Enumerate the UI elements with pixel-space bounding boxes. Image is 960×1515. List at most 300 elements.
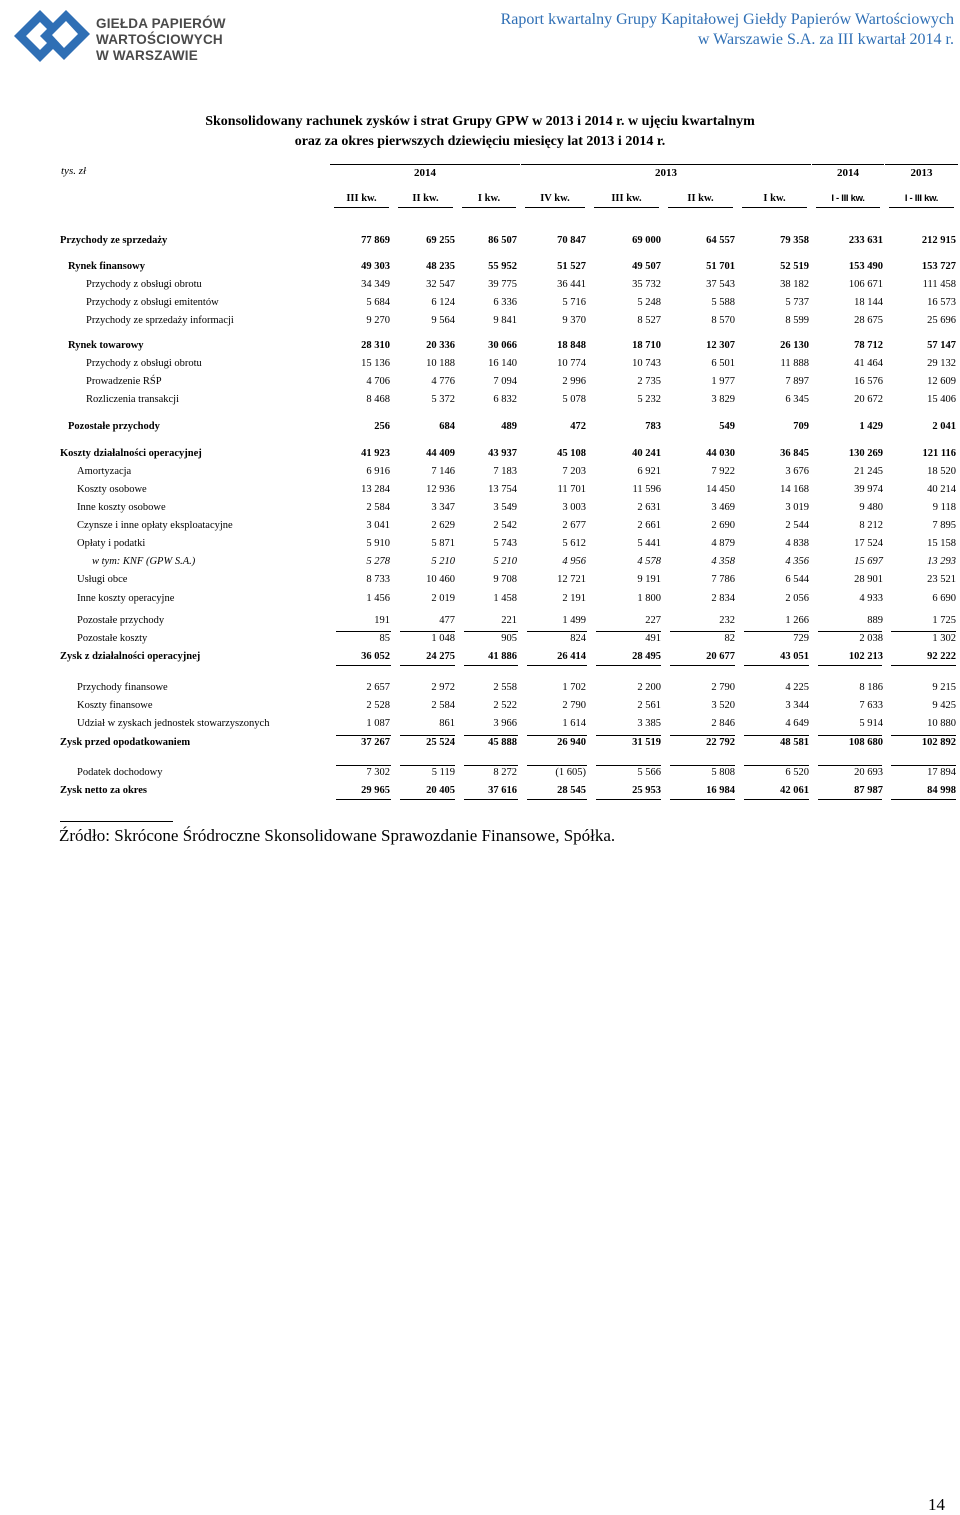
table-cell: 5 566 <box>637 767 661 778</box>
table-cell: 5 248 <box>637 297 661 308</box>
table-cell: 7 895 <box>932 520 956 531</box>
table-cell: 20 693 <box>854 767 883 778</box>
subtotal-rule <box>891 735 956 736</box>
table-cell: 39 974 <box>854 484 883 495</box>
table-cell: 25 524 <box>426 737 455 748</box>
table-cell: 1 048 <box>431 633 455 644</box>
table-row <box>0 737 960 753</box>
total-rule <box>670 799 735 800</box>
table-title-line1: Skonsolidowany rachunek zysków i strat Grupy GPW w 2013 i 2014 r. w ujęciu kwartalnym <box>205 114 755 129</box>
table-cell: 51 527 <box>557 261 586 272</box>
subtotal-rule <box>818 765 882 766</box>
table-cell: 7 786 <box>711 574 735 585</box>
total-rule <box>400 665 455 666</box>
table-row <box>0 358 960 374</box>
unit-label: tys. zł <box>61 165 87 177</box>
table-cell: 3 347 <box>431 502 455 513</box>
table-cell: 9 191 <box>637 574 661 585</box>
table-cell: 3 966 <box>493 718 517 729</box>
row-label: Przychody z obsługi obrotu <box>86 358 202 369</box>
table-cell: 20 672 <box>854 394 883 405</box>
table-cell: 9 118 <box>932 502 956 513</box>
table-cell: 8 468 <box>366 394 390 405</box>
table-cell: 2 200 <box>637 682 661 693</box>
table-cell: 6 345 <box>785 394 809 405</box>
table-cell: 10 774 <box>557 358 586 369</box>
table-cell: 233 631 <box>848 235 883 246</box>
row-label: Zysk przed opodatkowaniem <box>60 737 191 748</box>
row-label: Rynek finansowy <box>68 261 145 272</box>
table-cell: 5 743 <box>493 538 517 549</box>
table-cell: 4 706 <box>366 376 390 387</box>
total-rule <box>891 665 956 666</box>
table-row <box>0 615 960 631</box>
table-cell: 2 056 <box>785 593 809 604</box>
total-rule <box>818 665 882 666</box>
table-cell: 3 520 <box>711 700 735 711</box>
table-cell: 9 425 <box>932 700 956 711</box>
table-cell: 549 <box>719 421 735 432</box>
row-label: Koszty działalności operacyjnej <box>60 448 202 459</box>
table-cell: 20 677 <box>706 651 735 662</box>
table-cell: 26 130 <box>780 340 809 351</box>
table-cell: 8 733 <box>366 574 390 585</box>
table-cell: 6 520 <box>785 767 809 778</box>
subtotal-rule <box>744 735 809 736</box>
table-cell: 13 293 <box>927 556 956 567</box>
table-cell: 1 725 <box>932 615 956 626</box>
table-cell: 9 270 <box>366 315 390 326</box>
table-cell: 28 495 <box>632 651 661 662</box>
footnote-divider <box>60 821 173 822</box>
row-label: Inne koszty osobowe <box>77 502 166 513</box>
table-cell: 84 998 <box>927 785 956 796</box>
table-cell: 5 078 <box>562 394 586 405</box>
table-cell: 4 578 <box>637 556 661 567</box>
total-rule <box>744 799 809 800</box>
total-rule <box>596 665 661 666</box>
report-header-line1: Raport kwartalny Grupy Kapitałowej Giełdy Papierów Wartościowych <box>500 11 954 28</box>
table-row <box>0 466 960 482</box>
table-cell: 52 519 <box>780 261 809 272</box>
table-cell: 5 588 <box>711 297 735 308</box>
table-cell: 15 158 <box>927 538 956 549</box>
row-label: Zysk z działalności operacyjnej <box>60 651 201 662</box>
subtotal-rule <box>818 631 882 632</box>
table-cell: 16 984 <box>706 785 735 796</box>
total-rule <box>527 799 587 800</box>
table-cell: 12 721 <box>557 574 586 585</box>
column-group-header <box>812 164 884 179</box>
row-label: Rynek towarowy <box>68 340 144 351</box>
table-cell: 26 414 <box>557 651 586 662</box>
table-cell: 2 657 <box>366 682 390 693</box>
table-cell: 8 186 <box>859 682 883 693</box>
table-cell: 13 754 <box>488 484 517 495</box>
subtotal-rule <box>464 631 518 632</box>
table-cell: 191 <box>374 615 390 626</box>
table-cell: 11 701 <box>557 484 586 495</box>
table-cell: 49 507 <box>632 261 661 272</box>
source-note: Źródło: Skrócone Śródroczne Skonsolidowane Sprawozdanie Finansowe, Spółka. <box>59 826 616 845</box>
table-cell: 85 <box>379 633 390 644</box>
subtotal-rule <box>818 735 882 736</box>
subtotal-rule <box>336 631 391 632</box>
table-row <box>0 502 960 518</box>
subtotal-rule <box>464 735 518 736</box>
table-cell: 2 542 <box>493 520 517 531</box>
total-rule <box>336 665 391 666</box>
table-cell: 3 385 <box>637 718 661 729</box>
row-label: Koszty osobowe <box>77 484 147 495</box>
table-cell: 36 441 <box>557 279 586 290</box>
row-label: Opłaty i podatki <box>77 538 146 549</box>
table-row <box>0 538 960 554</box>
table-cell: 4 356 <box>785 556 809 567</box>
table-row <box>0 421 960 437</box>
table-cell: 8 212 <box>859 520 883 531</box>
gpw-logo <box>0 4 230 68</box>
table-cell: 35 732 <box>632 279 661 290</box>
total-rule <box>527 665 587 666</box>
table-cell: 1 456 <box>366 593 390 604</box>
table-cell: 9 215 <box>932 682 956 693</box>
table-cell: 1 266 <box>785 615 809 626</box>
subtotal-rule <box>336 765 391 766</box>
table-cell: 6 916 <box>366 466 390 477</box>
table-cell: 45 888 <box>488 737 517 748</box>
table-cell: 2 972 <box>431 682 455 693</box>
table-cell: 256 <box>374 421 390 432</box>
table-cell: 5 612 <box>562 538 586 549</box>
table-cell: 30 066 <box>488 340 517 351</box>
total-rule <box>596 799 661 800</box>
table-cell: 5 441 <box>637 538 661 549</box>
table-cell: 5 716 <box>562 297 586 308</box>
table-cell: 9 370 <box>562 315 586 326</box>
table-cell: 25 696 <box>927 315 956 326</box>
table-cell: 7 302 <box>366 767 390 778</box>
table-cell: 709 <box>793 421 809 432</box>
table-row <box>0 340 960 356</box>
table-cell: 5 232 <box>637 394 661 405</box>
table-title <box>0 112 960 152</box>
table-cell: 5 119 <box>431 767 455 778</box>
column-header: III kw. <box>334 193 389 208</box>
row-label: Prowadzenie RŚP <box>86 376 162 387</box>
table-cell: 2 735 <box>637 376 661 387</box>
table-cell: 13 284 <box>361 484 390 495</box>
table-cell: 824 <box>570 633 586 644</box>
table-cell: 2 846 <box>711 718 735 729</box>
table-row <box>0 315 960 331</box>
table-cell: (1 605) <box>555 767 586 778</box>
table-cell: 44 409 <box>426 448 455 459</box>
table-cell: 8 599 <box>785 315 809 326</box>
table-cell: 5 910 <box>366 538 390 549</box>
table-cell: 6 832 <box>493 394 517 405</box>
table-cell: 2 191 <box>562 593 586 604</box>
table-cell: 16 140 <box>488 358 517 369</box>
table-cell: 108 680 <box>848 737 883 748</box>
table-cell: 153 490 <box>848 261 883 272</box>
table-cell: 7 922 <box>711 466 735 477</box>
subtotal-rule <box>400 765 455 766</box>
table-row <box>0 484 960 500</box>
table-cell: 49 303 <box>361 261 390 272</box>
row-label: Udział w zyskach jednostek stowarzyszonych <box>77 718 270 729</box>
table-cell: 1 087 <box>366 718 390 729</box>
table-cell: 3 003 <box>562 502 586 513</box>
table-title-line2: oraz za okres pierwszych dziewięciu miesięcy lat 2013 i 2014 r. <box>294 134 666 149</box>
table-cell: 5 914 <box>859 718 883 729</box>
table-cell: 8 527 <box>637 315 661 326</box>
table-cell: 4 358 <box>711 556 735 567</box>
column-header: I - III kw. <box>816 193 880 208</box>
subtotal-rule <box>891 765 956 766</box>
column-header: I - III kw. <box>889 193 954 208</box>
row-label: Zysk netto za okres <box>60 785 148 796</box>
table-cell: 9 480 <box>859 502 883 513</box>
table-cell: 2 558 <box>493 682 517 693</box>
table-cell: 5 737 <box>785 297 809 308</box>
table-cell: 1 702 <box>562 682 586 693</box>
table-cell: 77 869 <box>361 235 390 246</box>
table-cell: 1 302 <box>932 633 956 644</box>
table-cell: 2 561 <box>637 700 661 711</box>
table-cell: 5 808 <box>711 767 735 778</box>
table-cell: 1 977 <box>711 376 735 387</box>
table-cell: 10 743 <box>632 358 661 369</box>
table-cell: 3 549 <box>493 502 517 513</box>
subtotal-rule <box>596 631 661 632</box>
table-cell: 18 520 <box>927 466 956 477</box>
column-header: I kw. <box>742 193 807 208</box>
table-cell: 1 458 <box>493 593 517 604</box>
table-cell: 11 888 <box>780 358 809 369</box>
table-cell: 86 507 <box>488 235 517 246</box>
table-cell: 48 581 <box>780 737 809 748</box>
table-cell: 1 429 <box>859 421 883 432</box>
table-cell: 64 557 <box>706 235 735 246</box>
table-cell: 40 241 <box>632 448 661 459</box>
table-row <box>0 700 960 716</box>
table-cell: 21 245 <box>854 466 883 477</box>
column-group-label: 2014 <box>414 167 436 179</box>
table-cell: 2 996 <box>562 376 586 387</box>
table-cell: 4 933 <box>859 593 883 604</box>
table-cell: 15 136 <box>361 358 390 369</box>
table-cell: 37 616 <box>488 785 517 796</box>
total-rule <box>336 799 391 800</box>
table-cell: 477 <box>439 615 455 626</box>
table-cell: 2 038 <box>859 633 883 644</box>
table-cell: 2 544 <box>785 520 809 531</box>
table-cell: 40 214 <box>927 484 956 495</box>
table-cell: 121 116 <box>922 448 956 459</box>
subtotal-rule <box>670 631 735 632</box>
table-cell: 43 051 <box>780 651 809 662</box>
subtotal-rule <box>527 765 587 766</box>
table-cell: 3 469 <box>711 502 735 513</box>
column-group-header <box>885 164 958 179</box>
table-cell: 38 182 <box>780 279 809 290</box>
table-cell: 69 255 <box>426 235 455 246</box>
table-cell: 24 275 <box>426 651 455 662</box>
column-group-label: 2014 <box>837 167 859 179</box>
table-cell: 2 528 <box>366 700 390 711</box>
table-cell: 12 307 <box>706 340 735 351</box>
table-cell: 2 790 <box>711 682 735 693</box>
table-cell: 28 901 <box>854 574 883 585</box>
table-cell: 11 596 <box>632 484 661 495</box>
table-cell: 36 052 <box>361 651 390 662</box>
table-cell: 6 501 <box>711 358 735 369</box>
table-cell: 87 987 <box>854 785 883 796</box>
column-header: III kw. <box>594 193 659 208</box>
table-cell: 12 936 <box>426 484 455 495</box>
table-cell: 729 <box>793 633 809 644</box>
table-cell: 57 147 <box>927 340 956 351</box>
row-label: Podatek dochodowy <box>77 767 163 778</box>
total-rule <box>670 665 735 666</box>
table-cell: 111 458 <box>922 279 956 290</box>
table-cell: 9 564 <box>431 315 455 326</box>
table-cell: 34 349 <box>361 279 390 290</box>
table-row <box>0 376 960 392</box>
table-row <box>0 718 960 734</box>
column-group-header <box>330 164 520 179</box>
table-cell: 6 544 <box>785 574 809 585</box>
table-cell: 130 269 <box>848 448 883 459</box>
table-cell: 37 267 <box>361 737 390 748</box>
row-label: w tym: KNF (GPW S.A.) <box>92 556 196 567</box>
table-cell: 905 <box>501 633 517 644</box>
table-row <box>0 261 960 277</box>
table-cell: 7 633 <box>859 700 883 711</box>
table-cell: 10 880 <box>927 718 956 729</box>
table-cell: 14 168 <box>780 484 809 495</box>
table-cell: 7 183 <box>493 466 517 477</box>
table-cell: 2 041 <box>932 421 956 432</box>
table-cell: 1 499 <box>562 615 586 626</box>
table-cell: 4 649 <box>785 718 809 729</box>
subtotal-rule <box>744 765 809 766</box>
table-cell: 28 310 <box>361 340 390 351</box>
total-rule <box>818 799 882 800</box>
subtotal-rule <box>400 631 455 632</box>
column-group-header <box>521 164 811 179</box>
table-cell: 212 915 <box>921 235 956 246</box>
table-cell: 6 336 <box>493 297 517 308</box>
table-cell: 5 278 <box>366 556 390 567</box>
table-row <box>0 633 960 649</box>
column-group-label: 2013 <box>910 167 933 179</box>
table-cell: 23 521 <box>927 574 956 585</box>
subtotal-rule <box>336 735 391 736</box>
column-header: I kw. <box>462 193 516 208</box>
subtotal-rule <box>744 631 809 632</box>
table-cell: 4 956 <box>562 556 586 567</box>
table-cell: 2 584 <box>431 700 455 711</box>
table-cell: 22 792 <box>706 737 735 748</box>
row-label: Przychody z obsługi obrotu <box>86 279 202 290</box>
total-rule <box>400 799 455 800</box>
table-cell: 25 953 <box>632 785 661 796</box>
subtotal-rule <box>670 735 735 736</box>
table-cell: 6 690 <box>932 593 956 604</box>
table-cell: 79 358 <box>780 235 809 246</box>
table-cell: 102 892 <box>921 737 956 748</box>
table-cell: 70 847 <box>557 235 586 246</box>
table-cell: 1 800 <box>637 593 661 604</box>
table-cell: 9 708 <box>493 574 517 585</box>
table-cell: 2 661 <box>637 520 661 531</box>
row-label: Przychody ze sprzedaży informacji <box>86 315 234 326</box>
table-cell: 39 775 <box>488 279 517 290</box>
table-cell: 5 871 <box>431 538 455 549</box>
page-number: 14 <box>928 1495 945 1514</box>
table-cell: 29 132 <box>927 358 956 369</box>
row-label: Usługi obce <box>77 574 128 585</box>
table-cell: 41 886 <box>488 651 517 662</box>
table-cell: 8 570 <box>711 315 735 326</box>
table-cell: 51 701 <box>706 261 735 272</box>
table-cell: 10 460 <box>426 574 455 585</box>
table-cell: 491 <box>645 633 661 644</box>
row-label: Inne koszty operacyjne <box>77 593 175 604</box>
table-cell: 7 146 <box>431 466 455 477</box>
table-row <box>0 682 960 698</box>
table-row <box>0 593 960 609</box>
table-cell: 26 940 <box>557 737 586 748</box>
table-cell: 31 519 <box>632 737 661 748</box>
row-label: Pozostałe przychody <box>68 421 160 432</box>
table-cell: 17 894 <box>927 767 956 778</box>
subtotal-rule <box>400 735 455 736</box>
table-row <box>0 448 960 464</box>
table-cell: 78 712 <box>854 340 883 351</box>
table-cell: 7 203 <box>562 466 586 477</box>
table-cell: 18 710 <box>632 340 661 351</box>
table-cell: 32 547 <box>426 279 455 290</box>
table-cell: 684 <box>439 421 455 432</box>
column-group-label: 2013 <box>655 167 677 179</box>
logo-wordmark: GIEŁDA PAPIERÓW WARTOŚCIOWYCH W WARSZAWIE <box>96 16 226 63</box>
table-cell: 17 524 <box>854 538 883 549</box>
table-cell: 28 675 <box>854 315 883 326</box>
table-cell: 12 609 <box>927 376 956 387</box>
table-cell: 92 222 <box>927 651 956 662</box>
row-label: Rozliczenia transakcji <box>86 394 179 405</box>
report-header <box>501 10 954 50</box>
subtotal-rule <box>670 765 735 766</box>
table-cell: 4 776 <box>431 376 455 387</box>
table-row <box>0 556 960 572</box>
row-label: Pozostałe przychody <box>77 615 165 626</box>
table-cell: 20 405 <box>426 785 455 796</box>
total-rule <box>464 799 518 800</box>
total-rule <box>891 799 956 800</box>
row-label: Przychody ze sprzedaży <box>60 235 168 246</box>
table-cell: 41 923 <box>361 448 390 459</box>
table-cell: 3 676 <box>785 466 809 477</box>
row-label: Przychody z obsługi emitentów <box>86 297 219 308</box>
table-cell: 2 834 <box>711 593 735 604</box>
row-label: Amortyzacja <box>77 466 132 477</box>
table-cell: 3 829 <box>711 394 735 405</box>
table-cell: 44 030 <box>706 448 735 459</box>
